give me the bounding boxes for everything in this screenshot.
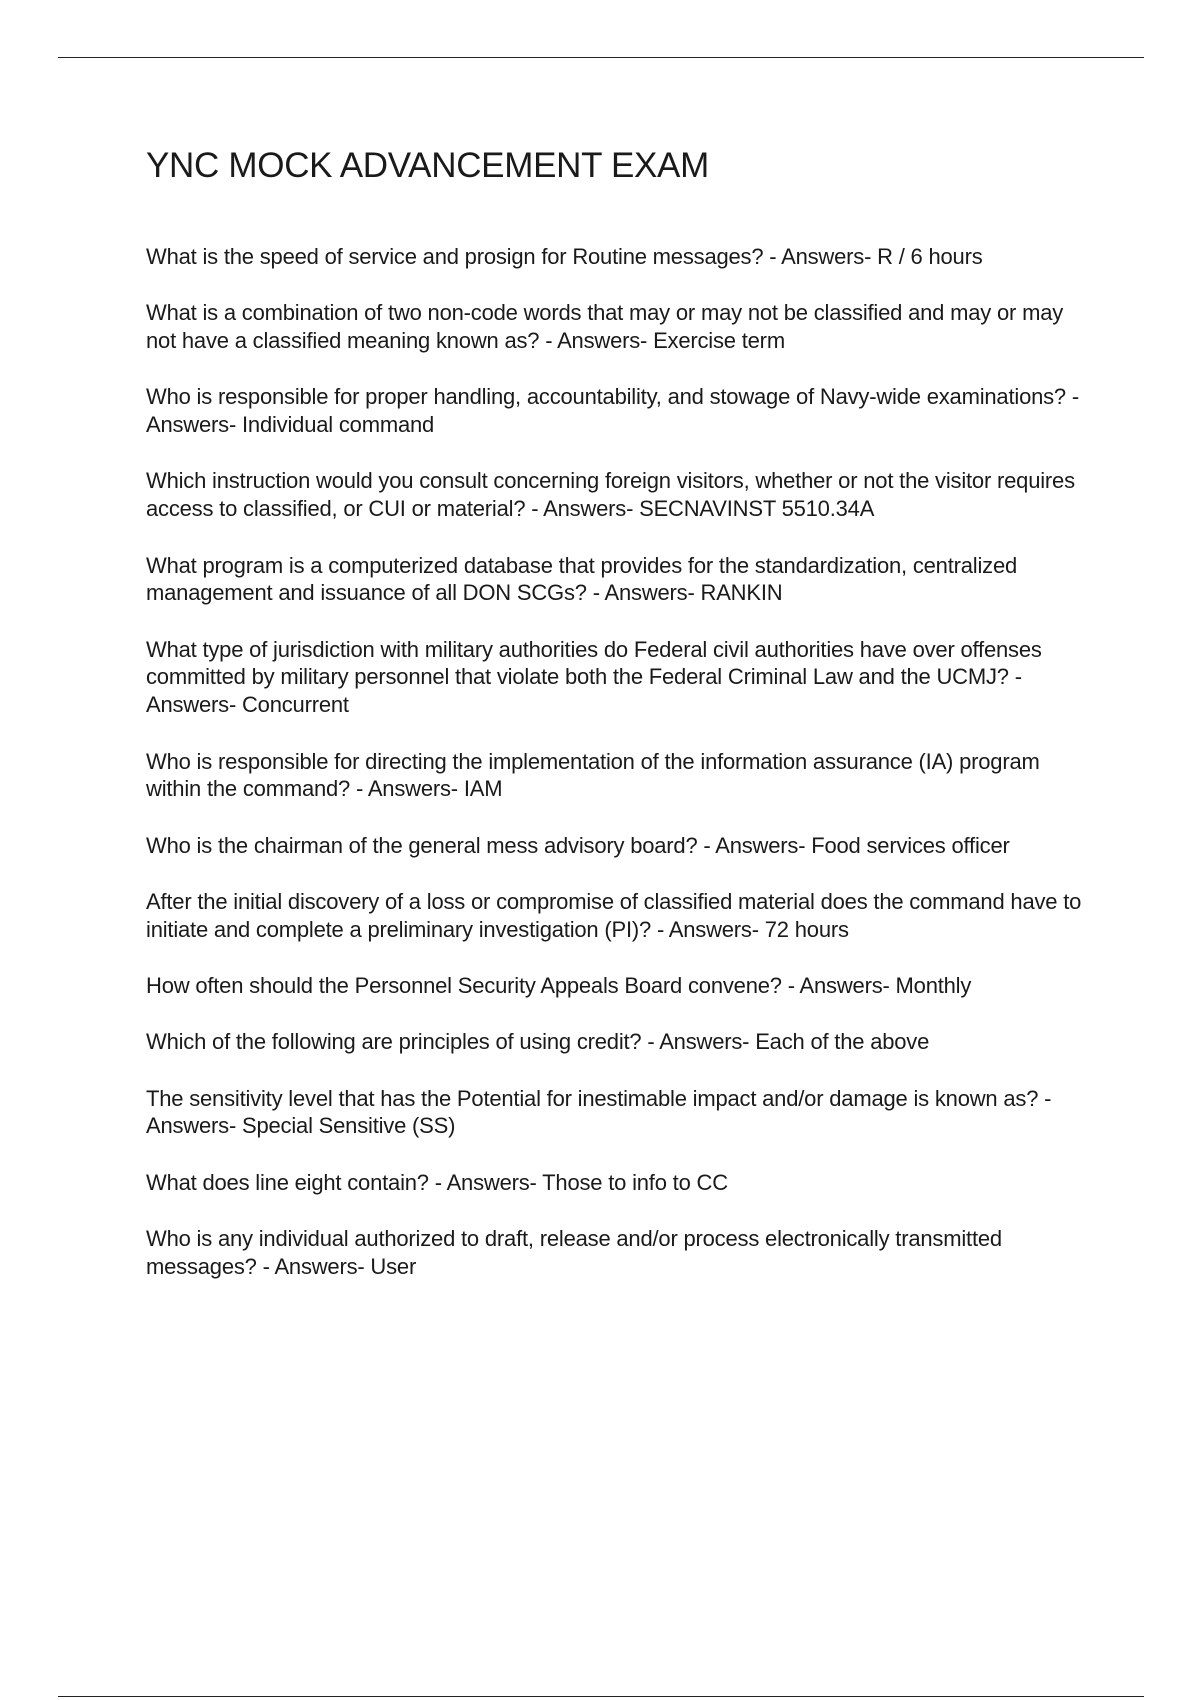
qa-item-9: After the initial discovery of a loss or compromise of classified material does the command have to initiate and complete a preliminary investigation (PI)? - Answers- 72 hours xyxy=(146,888,1082,942)
qa-item-4: Which instruction would you consult concerning foreign visitors, whether or not the visitor requires access to classified, or CUI or material? - Answers- SECNAVINST 5510.34A xyxy=(146,468,1075,522)
qa-item-7: Who is responsible for directing the implementation of the information assurance (IA) program within the command? - Answers- IAM xyxy=(146,748,1040,802)
bottom-divider xyxy=(58,1696,1144,1697)
qa-item-14: Who is any individual authorized to draft, release and/or process electronically transmitted messages? - Answers- User xyxy=(146,1226,1002,1279)
qa-item-12: The sensitivity level that has the Potential for inestimable impact and/or damage is known as? - Answers- Special Sensitive (SS) xyxy=(146,1085,1052,1139)
qa-item-13: What does line eight contain? - Answers- Those to info to CC xyxy=(146,1169,728,1195)
top-divider xyxy=(58,57,1144,58)
qa-item-11: Which of the following are principles of using credit? - Answers- Each of the above xyxy=(146,1029,930,1055)
qa-item-1: What is the speed of service and prosign for Routine messages? - Answers- R / 6 hours xyxy=(146,244,983,269)
qa-item-10: How often should the Personnel Security Appeals Board convene? - Answers- Monthly xyxy=(146,973,972,999)
qa-item-8: Who is the chairman of the general mess advisory board? - Answers- Food services officer xyxy=(146,832,1010,858)
qa-item-3: Who is responsible for proper handling, accountability, and stowage of Navy-wide examinations? - Answers- Individual command xyxy=(146,384,1080,438)
page-title: YNC MOCK ADVANCEMENT EXAM xyxy=(146,146,709,185)
question-answer-list xyxy=(146,243,1096,1309)
qa-item-5: What program is a computerized database that provides for the standardization, centralized management and issuance of all DON SCGs? - Answers- RANKIN xyxy=(146,552,1018,606)
qa-item-6: What type of jurisdiction with military authorities do Federal civil authorities have over offenses committed by military personnel that violate both the Federal Criminal Law and the UCMJ? - Answers- Concurrent xyxy=(146,636,1042,718)
qa-item-2: What is a combination of two non-code words that may or may not be classified and may or may not have a classified meaning known as? - Answers- Exercise term xyxy=(146,300,1064,354)
